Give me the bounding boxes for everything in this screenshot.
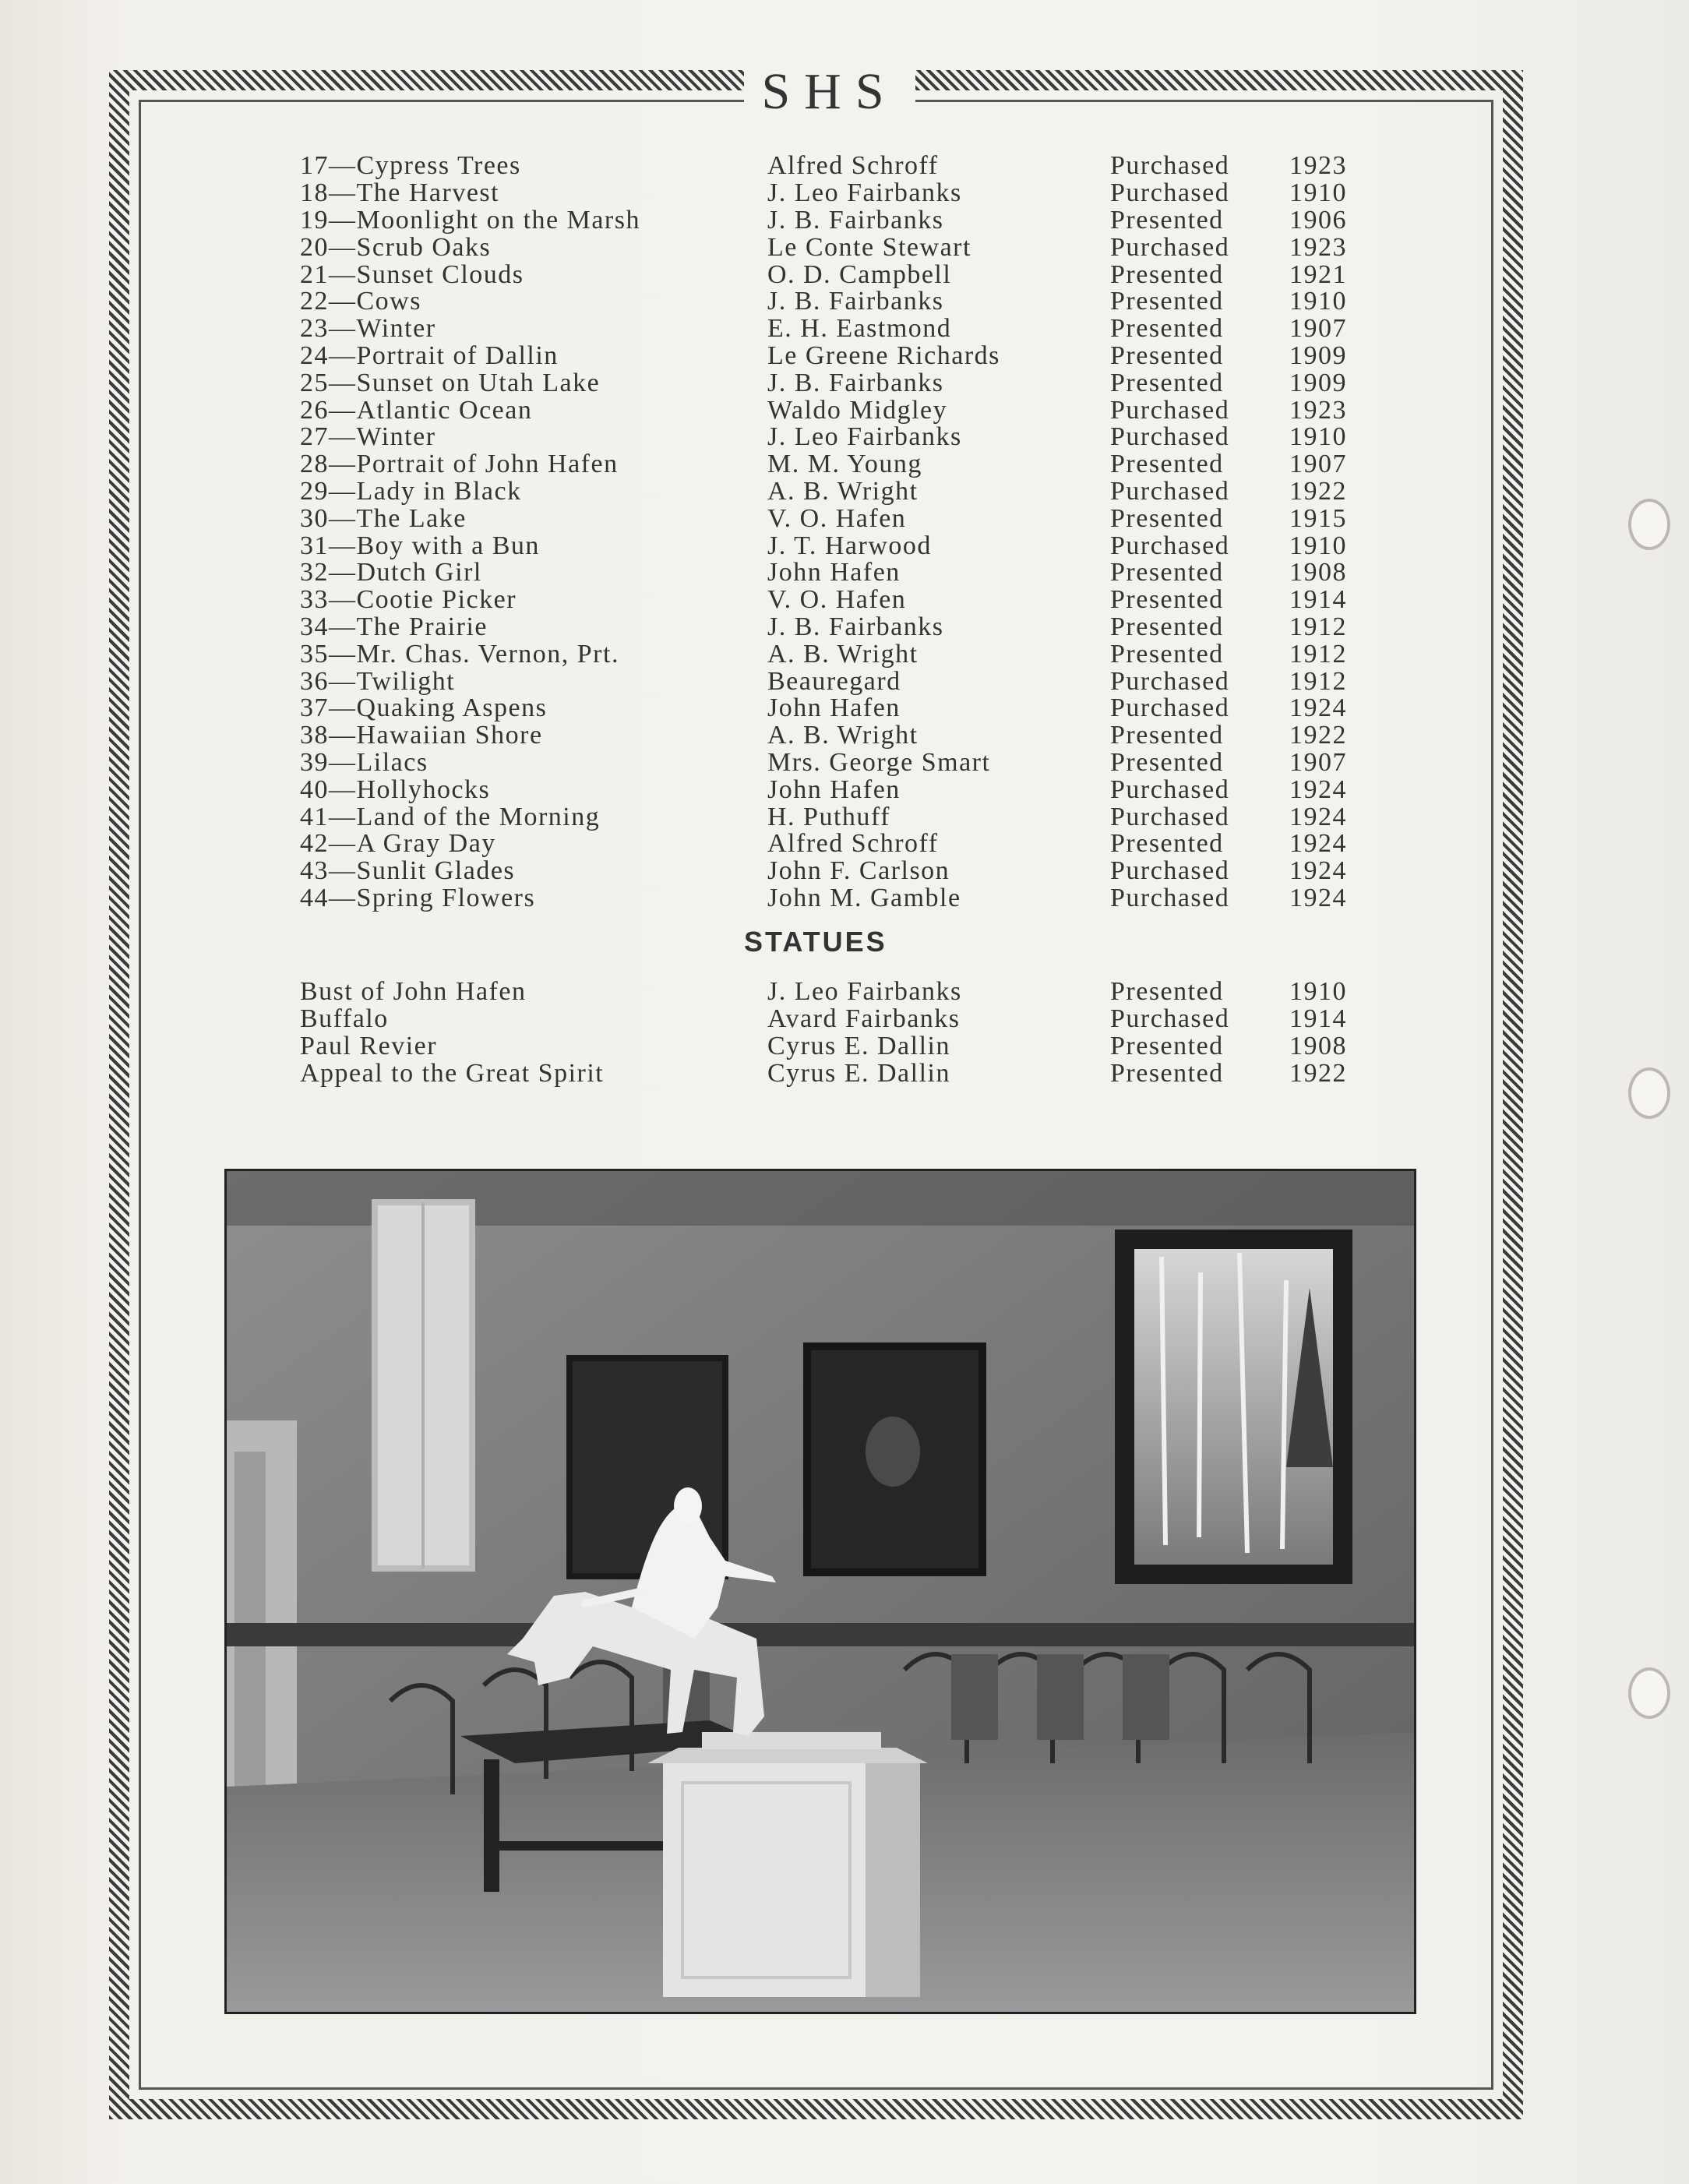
painting-row: [300, 234, 1367, 261]
entry-artist: Mrs. George Smart: [767, 747, 991, 777]
entry-title: 41—Land of the Morning: [300, 802, 601, 831]
entry-title: 33—Cootie Picker: [300, 585, 517, 615]
painting-row: [300, 885, 1367, 912]
entry-title: 18—The Harvest: [300, 178, 500, 208]
entry-artist: J. T. Harwood: [767, 531, 932, 560]
entry-acquisition: Presented: [1110, 1031, 1224, 1060]
entry-artist: Alfred Schroff: [767, 829, 939, 859]
entry-title: 39—Lilacs: [300, 747, 428, 777]
entry-artist: John Hafen: [767, 774, 901, 804]
entry-title: Buffalo: [300, 1004, 389, 1034]
entry-acquisition: Presented: [1110, 205, 1224, 235]
entry-title: Paul Revier: [300, 1031, 438, 1060]
paintings-list: [300, 153, 1367, 912]
painting-row: [300, 316, 1367, 343]
painting-row: [300, 505, 1367, 532]
entry-year: 1924: [1289, 802, 1347, 831]
entry-title: 28—Portrait of John Hafen: [300, 450, 619, 479]
entry-acquisition: Purchased: [1110, 151, 1230, 181]
entry-title: 42—A Gray Day: [300, 829, 496, 859]
entry-artist: J. Leo Fairbanks: [767, 422, 962, 452]
entry-year: 1908: [1289, 558, 1347, 587]
statue-row: [300, 1060, 1367, 1087]
entry-artist: Avard Fairbanks: [767, 1004, 961, 1034]
entry-artist: Cyrus E. Dallin: [767, 1058, 950, 1088]
entry-artist: Le Conte Stewart: [767, 232, 971, 262]
entry-artist: J. B. Fairbanks: [767, 368, 944, 397]
punch-hole-top: [1628, 499, 1670, 550]
gallery-photograph: [224, 1169, 1416, 2014]
entry-acquisition: Purchased: [1110, 476, 1230, 506]
painting-row: [300, 831, 1367, 858]
entry-acquisition: Purchased: [1110, 693, 1230, 723]
entry-artist: Cyrus E. Dallin: [767, 1031, 950, 1060]
entry-title: 24—Portrait of Dallin: [300, 340, 559, 370]
entry-title: 34—The Prairie: [300, 612, 488, 641]
entry-title: 20—Scrub Oaks: [300, 232, 492, 262]
entry-year: 1914: [1289, 1004, 1347, 1034]
painting-row: [300, 668, 1367, 695]
entry-acquisition: Presented: [1110, 450, 1224, 479]
gallery-photo-illustration: [227, 1171, 1414, 2012]
entry-artist: Beauregard: [767, 666, 901, 696]
entry-acquisition: Purchased: [1110, 178, 1230, 208]
entry-acquisition: Presented: [1110, 721, 1224, 750]
entry-acquisition: Purchased: [1110, 395, 1230, 425]
entry-year: 1906: [1289, 205, 1347, 235]
painting-row: [300, 288, 1367, 316]
entry-artist: O. D. Campbell: [767, 259, 952, 289]
painting-row: [300, 559, 1367, 587]
painting-row: [300, 369, 1367, 397]
entry-year: 1923: [1289, 232, 1347, 262]
entry-acquisition: Purchased: [1110, 666, 1230, 696]
painting-row: [300, 153, 1367, 180]
entry-artist: A. B. Wright: [767, 721, 919, 750]
entry-title: 36—Twilight: [300, 666, 456, 696]
punch-hole-bottom: [1628, 1667, 1670, 1719]
entry-year: 1922: [1289, 476, 1347, 506]
entry-acquisition: Presented: [1110, 314, 1224, 344]
entry-year: 1909: [1289, 340, 1347, 370]
entry-artist: J. B. Fairbanks: [767, 287, 944, 316]
entry-title: 19—Moonlight on the Marsh: [300, 205, 640, 235]
entry-year: 1924: [1289, 829, 1347, 859]
entry-year: 1909: [1289, 368, 1347, 397]
entry-acquisition: Presented: [1110, 558, 1224, 587]
entry-year: 1910: [1289, 977, 1347, 1007]
entry-title: 29—Lady in Black: [300, 476, 522, 506]
entry-year: 1915: [1289, 503, 1347, 533]
entry-title: Bust of John Hafen: [300, 977, 527, 1007]
entry-title: 25—Sunset on Utah Lake: [300, 368, 601, 397]
entry-artist: M. M. Young: [767, 450, 922, 479]
entry-title: 26—Atlantic Ocean: [300, 395, 533, 425]
entry-year: 1924: [1289, 856, 1347, 886]
entry-year: 1924: [1289, 883, 1347, 912]
entry-title: 35—Mr. Chas. Vernon, Prt.: [300, 639, 619, 669]
entry-year: 1907: [1289, 450, 1347, 479]
statues-list: [300, 979, 1367, 1087]
entry-artist: John M. Gamble: [767, 883, 961, 912]
entry-title: 44—Spring Flowers: [300, 883, 536, 912]
entry-artist: E. H. Eastmond: [767, 314, 952, 344]
entry-artist: John Hafen: [767, 558, 901, 587]
entry-title: 32—Dutch Girl: [300, 558, 482, 587]
entry-title: 22—Cows: [300, 287, 421, 316]
painting-row: [300, 858, 1367, 885]
entry-year: 1908: [1289, 1031, 1347, 1060]
entry-title: 17—Cypress Trees: [300, 151, 521, 181]
entry-title: 43—Sunlit Glades: [300, 856, 516, 886]
statue-row: [300, 1033, 1367, 1060]
painting-row: [300, 614, 1367, 641]
entry-year: 1924: [1289, 774, 1347, 804]
entry-title: 23—Winter: [300, 314, 436, 344]
entry-year: 1923: [1289, 151, 1347, 181]
painting-row: [300, 587, 1367, 614]
entry-artist: H. Puthuff: [767, 802, 890, 831]
entry-year: 1912: [1289, 639, 1347, 669]
entry-year: 1912: [1289, 612, 1347, 641]
entry-artist: Alfred Schroff: [767, 151, 939, 181]
entry-title: 40—Hollyhocks: [300, 774, 491, 804]
entry-acquisition: Presented: [1110, 829, 1224, 859]
painting-row: [300, 750, 1367, 777]
entry-acquisition: Presented: [1110, 977, 1224, 1007]
painting-row: [300, 776, 1367, 803]
entry-acquisition: Purchased: [1110, 856, 1230, 886]
painting-row: [300, 478, 1367, 506]
entry-acquisition: Presented: [1110, 368, 1224, 397]
entry-artist: John Hafen: [767, 693, 901, 723]
entry-acquisition: Presented: [1110, 287, 1224, 316]
painting-row: [300, 695, 1367, 722]
entry-acquisition: Purchased: [1110, 422, 1230, 452]
page-header-title: SHS: [744, 62, 915, 122]
entry-acquisition: Purchased: [1110, 802, 1230, 831]
entry-acquisition: Presented: [1110, 747, 1224, 777]
statue-row: [300, 979, 1367, 1006]
entry-year: 1910: [1289, 531, 1347, 560]
entry-year: 1912: [1289, 666, 1347, 696]
entry-year: 1923: [1289, 395, 1347, 425]
entry-artist: J. B. Fairbanks: [767, 612, 944, 641]
entry-acquisition: Presented: [1110, 639, 1224, 669]
painting-row: [300, 397, 1367, 424]
entry-artist: J. B. Fairbanks: [767, 205, 944, 235]
entry-artist: V. O. Hafen: [767, 503, 907, 533]
entry-acquisition: Purchased: [1110, 1004, 1230, 1034]
painting-row: [300, 640, 1367, 668]
entry-title: 31—Boy with a Bun: [300, 531, 540, 560]
statues-heading: STATUES: [744, 926, 887, 958]
entry-title: 38—Hawaiian Shore: [300, 721, 543, 750]
entry-acquisition: Purchased: [1110, 774, 1230, 804]
entry-artist: John F. Carlson: [767, 856, 950, 886]
entry-acquisition: Presented: [1110, 585, 1224, 615]
painting-row: [300, 451, 1367, 478]
entry-acquisition: Purchased: [1110, 531, 1230, 560]
entry-artist: V. O. Hafen: [767, 585, 907, 615]
entry-acquisition: Presented: [1110, 612, 1224, 641]
entry-artist: A. B. Wright: [767, 639, 919, 669]
entry-artist: J. Leo Fairbanks: [767, 178, 962, 208]
painting-row: [300, 803, 1367, 831]
entry-artist: Le Greene Richards: [767, 340, 1000, 370]
entry-title: 27—Winter: [300, 422, 436, 452]
painting-row: [300, 180, 1367, 207]
entry-artist: A. B. Wright: [767, 476, 919, 506]
entry-acquisition: Purchased: [1110, 883, 1230, 912]
painting-row: [300, 261, 1367, 288]
entry-year: 1907: [1289, 747, 1347, 777]
statue-row: [300, 1006, 1367, 1033]
entry-artist: J. Leo Fairbanks: [767, 977, 962, 1007]
entry-acquisition: Presented: [1110, 1058, 1224, 1088]
painting-row: [300, 424, 1367, 451]
entry-year: 1910: [1289, 422, 1347, 452]
punch-hole-middle: [1628, 1067, 1670, 1119]
entry-artist: Waldo Midgley: [767, 395, 948, 425]
entry-year: 1921: [1289, 259, 1347, 289]
entry-title: 37—Quaking Aspens: [300, 693, 548, 723]
entry-title: Appeal to the Great Spirit: [300, 1058, 605, 1088]
entry-acquisition: Presented: [1110, 340, 1224, 370]
entry-year: 1907: [1289, 314, 1347, 344]
painting-row: [300, 207, 1367, 235]
entry-title: 30—The Lake: [300, 503, 467, 533]
entry-year: 1922: [1289, 721, 1347, 750]
entry-year: 1924: [1289, 693, 1347, 723]
painting-row: [300, 343, 1367, 370]
entry-year: 1910: [1289, 178, 1347, 208]
entry-acquisition: Presented: [1110, 503, 1224, 533]
entry-year: 1922: [1289, 1058, 1347, 1088]
painting-row: [300, 722, 1367, 750]
entry-acquisition: Purchased: [1110, 232, 1230, 262]
entry-title: 21—Sunset Clouds: [300, 259, 524, 289]
entry-year: 1914: [1289, 585, 1347, 615]
painting-row: [300, 532, 1367, 559]
entry-acquisition: Presented: [1110, 259, 1224, 289]
entry-year: 1910: [1289, 287, 1347, 316]
